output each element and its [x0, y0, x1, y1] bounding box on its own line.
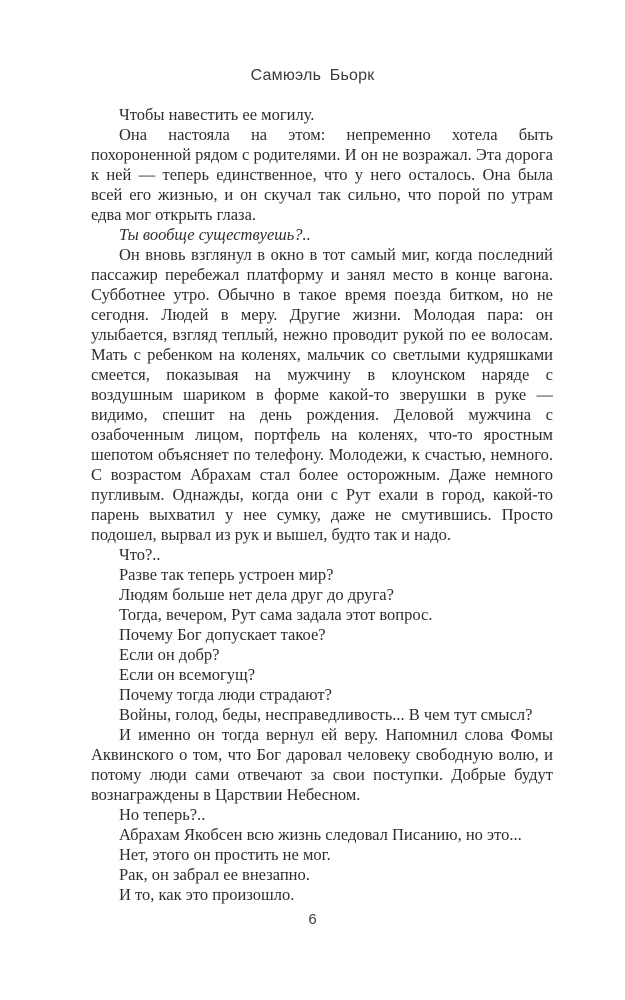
body-paragraph-emphasis: Ты вообще существуешь?..	[119, 225, 311, 244]
body-paragraph: Он вновь взглянул в окно в тот самый миг, когда последний пассажир перебежал платформу и занял место в конце вагона. Субботнее утро. Обычно в такое время поезда битком, но не сегодня. Людей в меру. Другие жизни. Молодая пара: он улыбается, взгляд теплый, нежно проводит рукой по ее волосам. Мать с ребенком на коленях, мальчик со светлыми кудряшками смеется, показывая на мужчину в клоунском наряде с воздушным шариком в форме какой-то зверушки в руке — видимо, спешит на день рождения. Деловой мужчина с озабоченным лицом, портфель на коленях, что-то яростным шепотом объясняет по телефону. Молодежи, к счастью, немного. С возрастом Абрахам стал более осторожным. Даже немного пугливым. Однажды, когда они с Рут ехали в город, какой-то парень выхватил у нее сумку, даже не смутившись. Просто подошел, вырвал из рук и вышел, будто так и надо.	[91, 245, 553, 544]
body-paragraph: Почему тогда люди страдают?	[119, 685, 332, 704]
body-paragraph: Абрахам Якобсен всю жизнь следовал Писанию, но это...	[119, 825, 522, 844]
body-paragraph: Людям больше нет дела друг до друга?	[119, 585, 394, 604]
body-paragraph: Нет, этого он простить не мог.	[119, 845, 331, 864]
body-paragraph: Она настояла на этом: непременно хотела быть похороненной рядом с родителями. И он не возражал. Эта дорога к ней — теперь единственное, что у него осталось. Она была всей его жизнью, и он скучал так сильно, что порой по утрам едва мог открыть глаза.	[91, 125, 553, 224]
body-paragraph: Что?..	[119, 545, 161, 564]
running-header-author: Самюэль Бьорк	[250, 67, 375, 84]
body-paragraph: Тогда, вечером, Рут сама задала этот вопрос.	[119, 605, 433, 624]
text-block	[91, 105, 553, 905]
body-paragraph: Но теперь?..	[119, 805, 206, 824]
body-paragraph: Если он всемогущ?	[119, 665, 256, 684]
body-paragraph: И именно он тогда вернул ей веру. Напомнил слова Фомы Аквинского о том, что Бог даровал человеку свободную волю, и потому люди сами отвечают за свои поступки. Добрые будут вознаграждены в Царствии Небесном.	[91, 725, 553, 804]
body-paragraph: И то, как это произошло.	[119, 885, 295, 904]
body-paragraph: Чтобы навестить ее могилу.	[119, 105, 315, 124]
body-paragraph: Если он добр?	[119, 645, 220, 664]
body-paragraph: Рак, он забрал ее внезапно.	[119, 865, 310, 884]
body-paragraph: Разве так теперь устроен мир?	[119, 565, 334, 584]
body-paragraph: Войны, голод, беды, несправедливость... В чем тут смысл?	[119, 705, 533, 724]
body-paragraph: Почему Бог допускает такое?	[119, 625, 326, 644]
page-number: 6	[308, 911, 317, 928]
